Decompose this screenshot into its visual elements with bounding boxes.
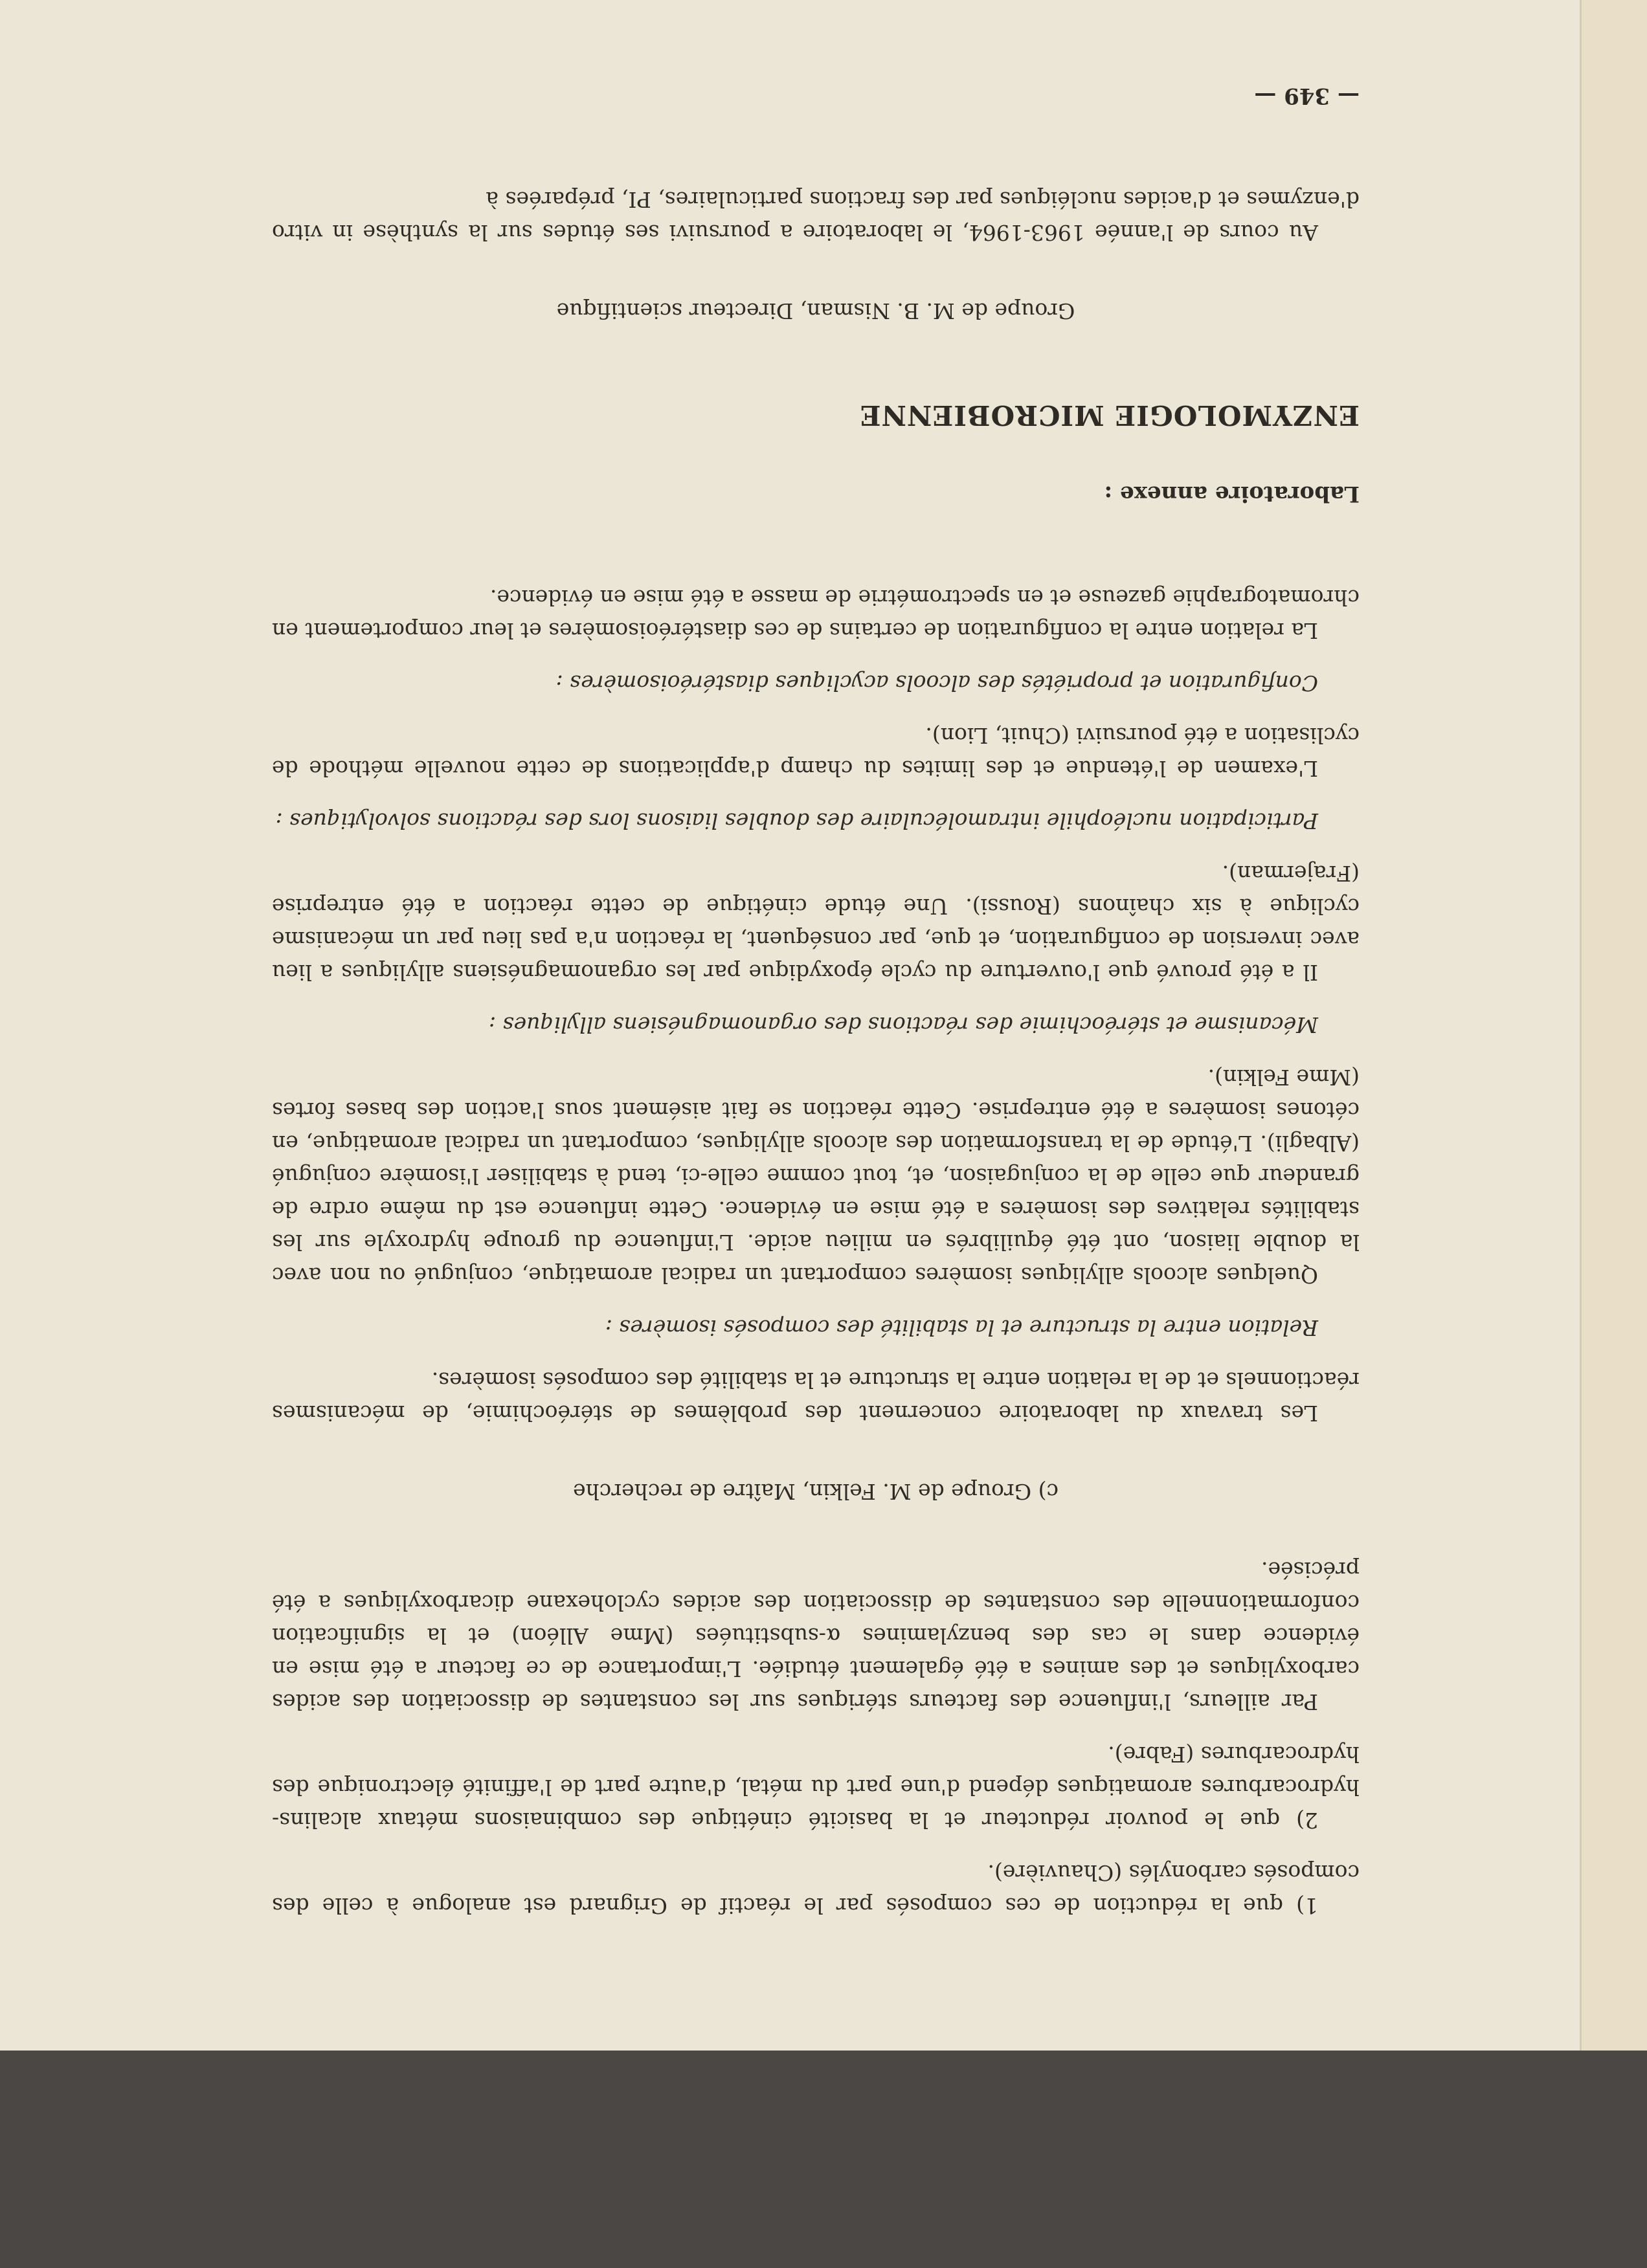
paragraph-synthesis: Au cours de l'année 1963-1964, le laboratoire a poursuivi ses études sur la synthèse in vitro d'enzymes et d'acides nucléiques par des fractions particulaires, PI, préparées à xyxy=(272,187,1360,245)
paragraph-cyclisation: L'examen de l'étendue et des limites du champ d'applications de cette nouvelle méthode de cyclisation a été poursuivi (Chuit, Lion). xyxy=(272,723,1360,781)
italic-heading-participation: Participation nucléophile intramoléculaire des doubles liaisons lors des réactions solvolytiques : xyxy=(275,808,1318,834)
scanner-background xyxy=(0,2051,1647,2268)
italic-heading-relation: Relation entre la structure et la stabilité des composés isomères : xyxy=(605,1315,1318,1340)
numbered-paragraph-2: 2) que le pouvoir réducteur et la basicité cinétique des combinaisons métaux alcalins-hydrocarbures aromatiques dépend d'une part du métal, d'autre part de l'affinité électronique des hydrocarbures (Fabre). xyxy=(272,1742,1360,1833)
group-nisman-heading: Groupe de M. B. Nisman, Directeur scientifique xyxy=(556,298,1075,324)
paragraph-lab-work: Les travaux du laboratoire concernent des problèmes de stéréochimie, de mécanismes réactionnels et de la relation entre la structure et la stabilité des composés isomères. xyxy=(272,1368,1360,1426)
page-content-rotated xyxy=(272,83,1360,1922)
group-felkin-heading: c) Groupe de M. Felkin, Maître de recherche xyxy=(573,1479,1059,1504)
numbered-paragraph-1: 1) que la réduction de ces composés par le réactif de Grignard est analogue à celle des composés carbonylés (Chauvière). xyxy=(272,1860,1360,1918)
paragraph-epoxide: Il a été prouvé que l'ouverture du cycle époxydique par les organomagnésiens allyliques a lieu avec inversion de configuration, et que, par conséquent, la réaction n'a pas lieu par un mécanisme cyclique à six chaînons (Roussi). Une étude cinétique de cette réaction a été entreprise (Frajerman). xyxy=(272,861,1360,985)
page-number: — 349 — xyxy=(1254,83,1360,109)
section-title-enzymologie: ENZYMOLOGIE MICROBIENNE xyxy=(859,399,1360,431)
paragraph-allyl-alcohols: Quelques alcools allyliques isomères comportant un radical aromatique, conjugué ou non avec la double liaison, ont été équilibrés en milieu acide. L'influence du groupe hydroxyle sur les stabilités relatives des isomères a été mise en évidence. Cette influence est du même ordre de grandeur que celle de la conjugaison, et, tout comme celle-ci, tend à stabiliser l'isomère conjugué (Albagli). L'étude de la transformation des alcools allyliques, comportant un radical aromatique, en cétones isomères a été entreprise. Cette réaction se fait aisément sous l'action des bases fortes (Mme Felkin). xyxy=(272,1065,1360,1288)
section-heading-annex: Laboratoire annexe : xyxy=(1104,481,1360,507)
paragraph-steric-factors: Par ailleurs, l'influence des facteurs stériques sur les constantes de dissociation des acides carboxyliques et des amines a été également étudiée. L'importance de ce facteur a été mise en évidence dans le cas des benzylamines α-substituées (Mme Alléon) et la signification conformationnelle des constantes de dissociation des acides cyclohexane dicarboxyliques a été précisée. xyxy=(272,1557,1360,1715)
paragraph-diastereoisomers: La relation entre la configuration de certains de ces diastéréoisomères et leur comportement en chromatographie gazeuse et en spectrométrie de masse a été mise en évidence. xyxy=(272,585,1360,643)
italic-heading-mechanism: Mécanisme et stéréochimie des réactions des organomagnésiens allyliques : xyxy=(489,1012,1318,1038)
italic-heading-configuration: Configuration et propriétés des alcools acycliques diastéréoisomères : xyxy=(555,671,1318,696)
page-edge xyxy=(1580,0,1647,2051)
